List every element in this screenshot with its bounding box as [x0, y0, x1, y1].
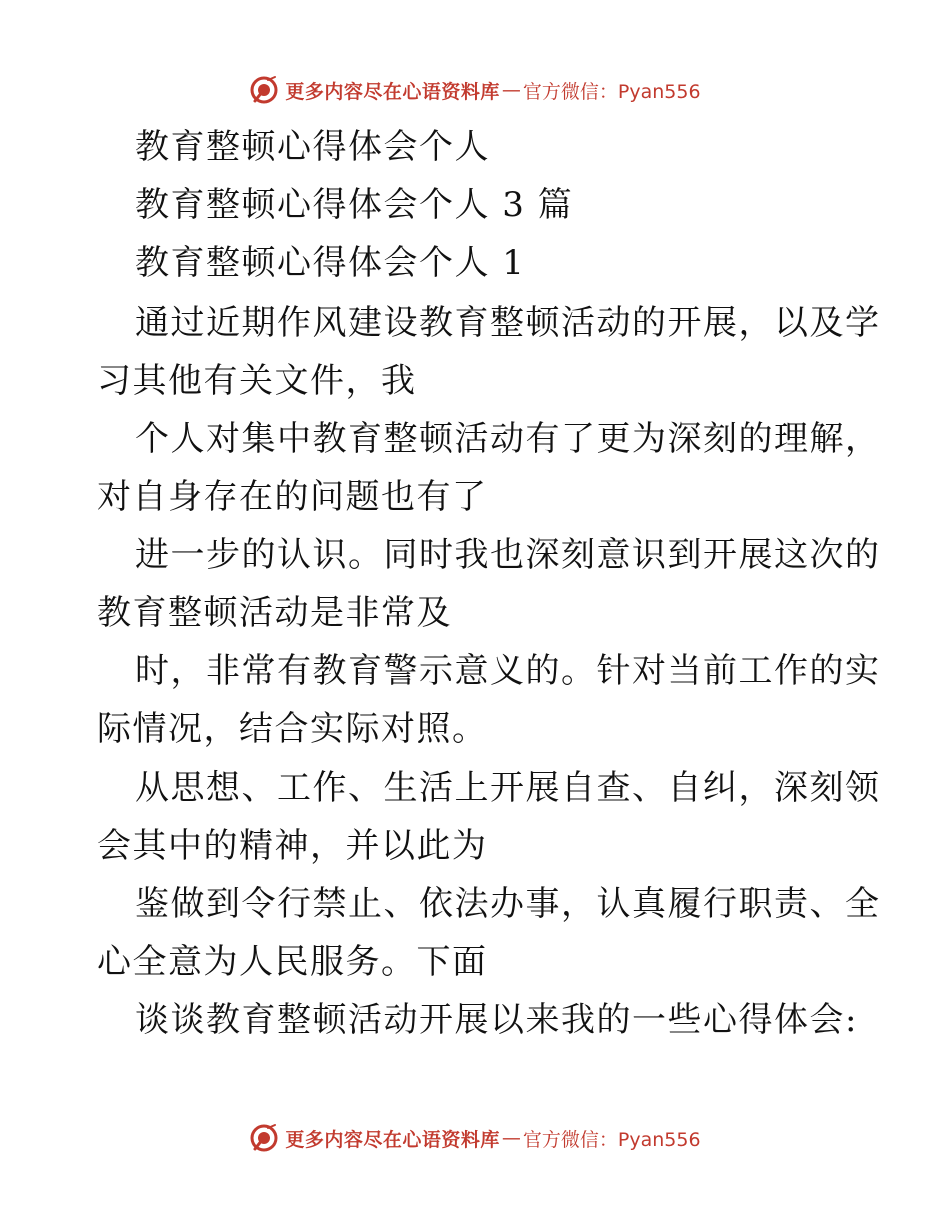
header-wechat-text: 官方微信：Pyan556	[522, 80, 701, 103]
paragraph-line: 鉴做到令行禁止、依法办事，认真履行职责、全	[135, 884, 881, 924]
footer-brand-text: 更多内容尽在心语资料库	[285, 1128, 500, 1151]
paragraph-line: 从思想、工作、生活上开展自查、自纠，深刻领	[135, 768, 881, 808]
header-brand-text: 更多内容尽在心语资料库	[285, 80, 500, 103]
document-title: 教育整顿心得体会个人	[135, 127, 490, 167]
paragraph-line: 谈谈教育整顿活动开展以来我的一些心得体会:	[135, 1000, 858, 1040]
footer-wechat-text: 官方微信：Pyan556	[522, 1128, 701, 1151]
paragraph-line: 心全意为人民服务。下面	[97, 942, 488, 982]
document-subtitle: 教育整顿心得体会个人 3 篇	[135, 185, 574, 225]
paragraph-line: 教育整顿活动是非常及	[97, 593, 452, 633]
logo-icon	[249, 1123, 279, 1153]
section-heading: 教育整顿心得体会个人 1	[135, 243, 526, 283]
paragraph-line: 个人对集中教育整顿活动有了更为深刻的理解，	[135, 419, 881, 459]
footer-banner	[0, 1118, 950, 1158]
paragraph-line: 对自身存在的问题也有了	[97, 477, 488, 517]
paragraph-line: 进一步的认识。同时我也深刻意识到开展这次的	[135, 535, 881, 575]
header-separator: —	[501, 79, 521, 101]
footer-separator: —	[501, 1127, 521, 1149]
paragraph-line: 通过近期作风建设教育整顿活动的开展，以及学	[135, 303, 881, 343]
paragraph-line: 习其他有关文件，我	[97, 361, 417, 401]
paragraph-line: 时，非常有教育警示意义的。针对当前工作的实	[135, 651, 881, 691]
paragraph-line: 际情况，结合实际对照。	[97, 709, 488, 749]
paragraph-line: 会其中的精神，并以此为	[97, 826, 488, 866]
